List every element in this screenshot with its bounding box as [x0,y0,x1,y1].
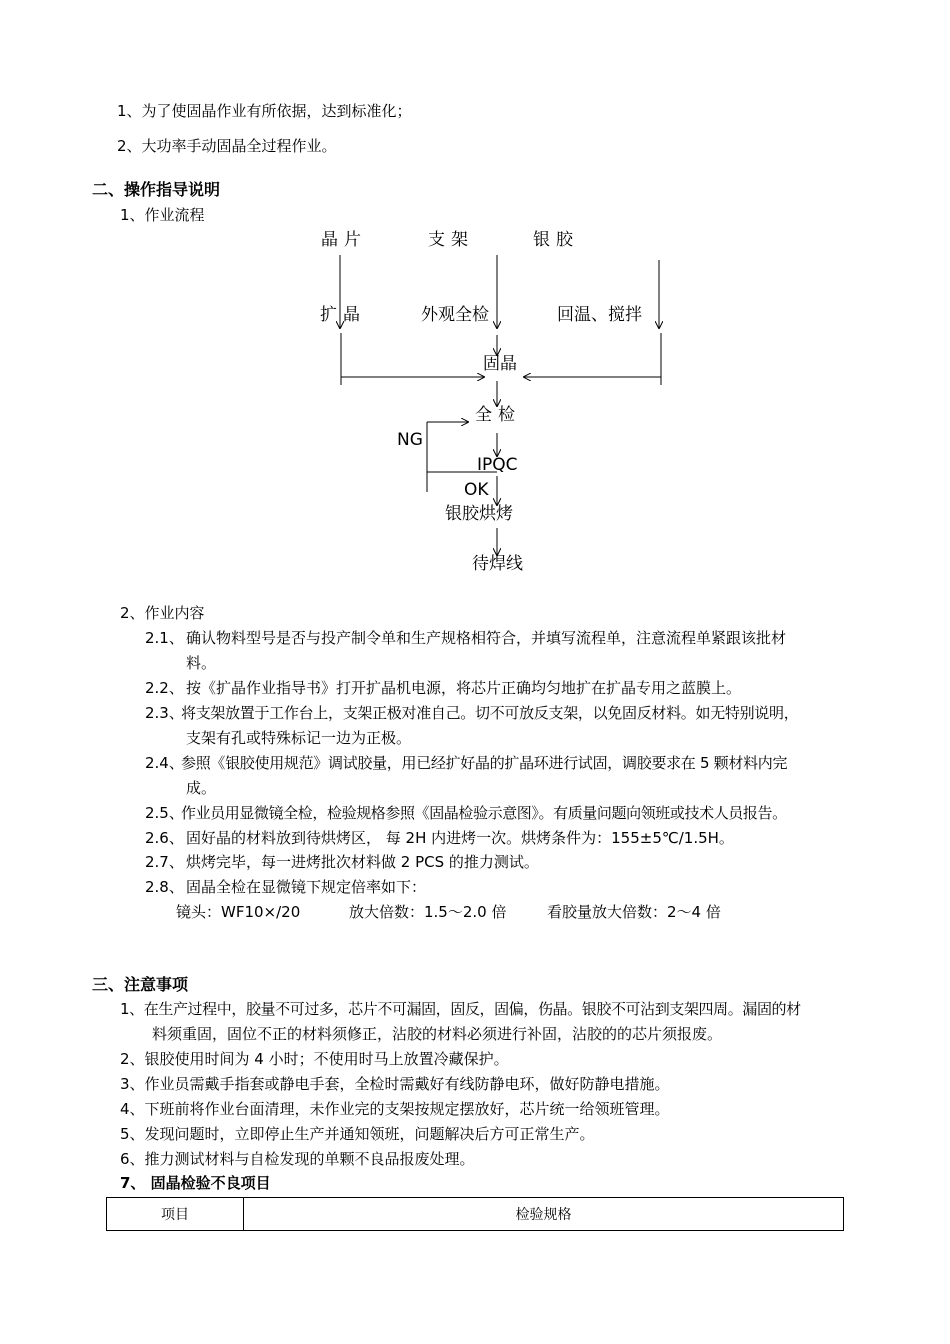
item-2-5-number: 2.5、 [145,804,184,822]
item-2-4-line-2: 成。 [186,779,217,797]
table-header-item: 项目 [107,1198,244,1231]
item-2-7-number: 2.7、 [145,853,184,871]
flow-full-check: 全检 [475,405,521,425]
magnification-zoom: 放大倍数：1.5～2.0 倍 [349,903,507,921]
note-4: 4、下班前将作业台面清理，未作业完的支架按规定摆放好，芯片统一给领班管理。 [120,1100,670,1118]
section3-title: 三、注意事项 [92,975,189,994]
item-2-7-line-1: 烘烤完毕，每一进烤批次材料做 2 PCS 的推力测试。 [186,853,539,871]
flow-subtitle: 1、作业流程 [120,206,205,224]
note-1-line-1: 1、在生产过程中，胶量不可过多，芯片不可漏固，固反，固偏，伤晶。银胶不可沾到支架四周。漏固的材 [120,1000,801,1018]
table-header-row [107,1198,844,1231]
item-2-6-number: 2.6、 [145,829,184,847]
table-header-spec: 检验规格 [244,1198,844,1231]
item-2-3-line-2: 支架有孔或特殊标记一边为正极。 [186,729,412,747]
item-2-1-line-1: 确认物料型号是否与投产制令单和生产规格相符合，并填写流程单，注意流程单紧跟该批材 [186,629,787,647]
item-2-5-line-1: 作业员用显微镜全检，检验规格参照《固晶检验示意图》。有质量问题向领班或技术人员报告。 [181,804,787,822]
flow-ng: NG [397,430,423,450]
magnification-lens: 镜头：WF10×/20 [176,903,301,921]
item-2-3-line-1: 将支架放置于工作台上，支架正极对准自己。切不可放反支架，以免固反材料。如无特别说明， [181,704,799,722]
flow-expand: 扩晶 [320,305,366,325]
flow-bracket: 支架 [428,230,474,250]
purpose-item-2: 2、大功率手动固晶全过程作业。 [117,137,337,155]
flow-die-bond: 固晶 [483,354,517,374]
item-2-1-line-2: 料。 [186,654,217,672]
note-3: 3、作业员需戴手指套或静电手套，全检时需戴好有线防静电环，做好防静电措施。 [120,1075,670,1093]
purpose-item-1: 1、为了使固晶作业有所依据，达到标准化； [117,102,412,120]
item-2-8-number: 2.8、 [145,878,184,896]
section2-title: 二、操作指导说明 [92,180,221,199]
flow-wait-weld: 待焊线 [472,554,523,574]
note-2: 2、银胶使用时间为 4 小时；不使用时马上放置冷藏保护。 [120,1050,509,1068]
inspection-table [106,1197,844,1231]
magnification-glue-zoom: 看胶量放大倍数：2～4 倍 [547,903,721,921]
flow-warm-stir: 回温、搅拌 [557,305,642,325]
note-5: 5、发现问题时，立即停止生产并通知领班，问题解决后方可正常生产。 [120,1125,595,1143]
flow-visual-check: 外观全检 [421,305,489,325]
flow-wafer: 晶片 [321,230,367,250]
note-1-line-2: 料须重固，固位不正的材料须修正，沾胶的材料必须进行补固，沾胶的的芯片须报废。 [152,1025,723,1043]
work-content-subtitle: 2、作业内容 [120,604,205,622]
item-2-6-line-1: 固好晶的材料放到待烘烤区， 每 2H 内进烤一次。烘烤条件为：155±5℃/1.5H。 [186,829,734,847]
note-6: 6、推力测试材料与自检发现的单颗不良品报废处理。 [120,1150,475,1168]
flow-silver-glue: 银胶 [533,230,579,250]
item-2-1-number: 2.1、 [145,629,184,647]
flow-ipqc: IPQC [477,455,518,475]
flow-ok: OK [464,480,489,500]
item-2-2-number: 2.2、 [145,679,184,697]
flow-bake: 银胶烘烤 [445,504,513,524]
item-2-8-line-1: 固晶全检在显微镜下规定倍率如下： [186,878,427,896]
item-2-3-number: 2.3、 [145,704,184,722]
note-7-heading: 7、 固晶检验不良项目 [120,1174,271,1192]
item-2-4-number: 2.4、 [145,754,184,772]
item-2-2-line-1: 按《扩晶作业指导书》打开扩晶机电源，将芯片正确均匀地扩在扩晶专用之蓝膜上。 [186,679,742,697]
item-2-4-line-1: 参照《银胶使用规范》调试胶量，用已经扩好晶的扩晶环进行试固，调胶要求在 5 颗材料内完 [181,754,788,772]
